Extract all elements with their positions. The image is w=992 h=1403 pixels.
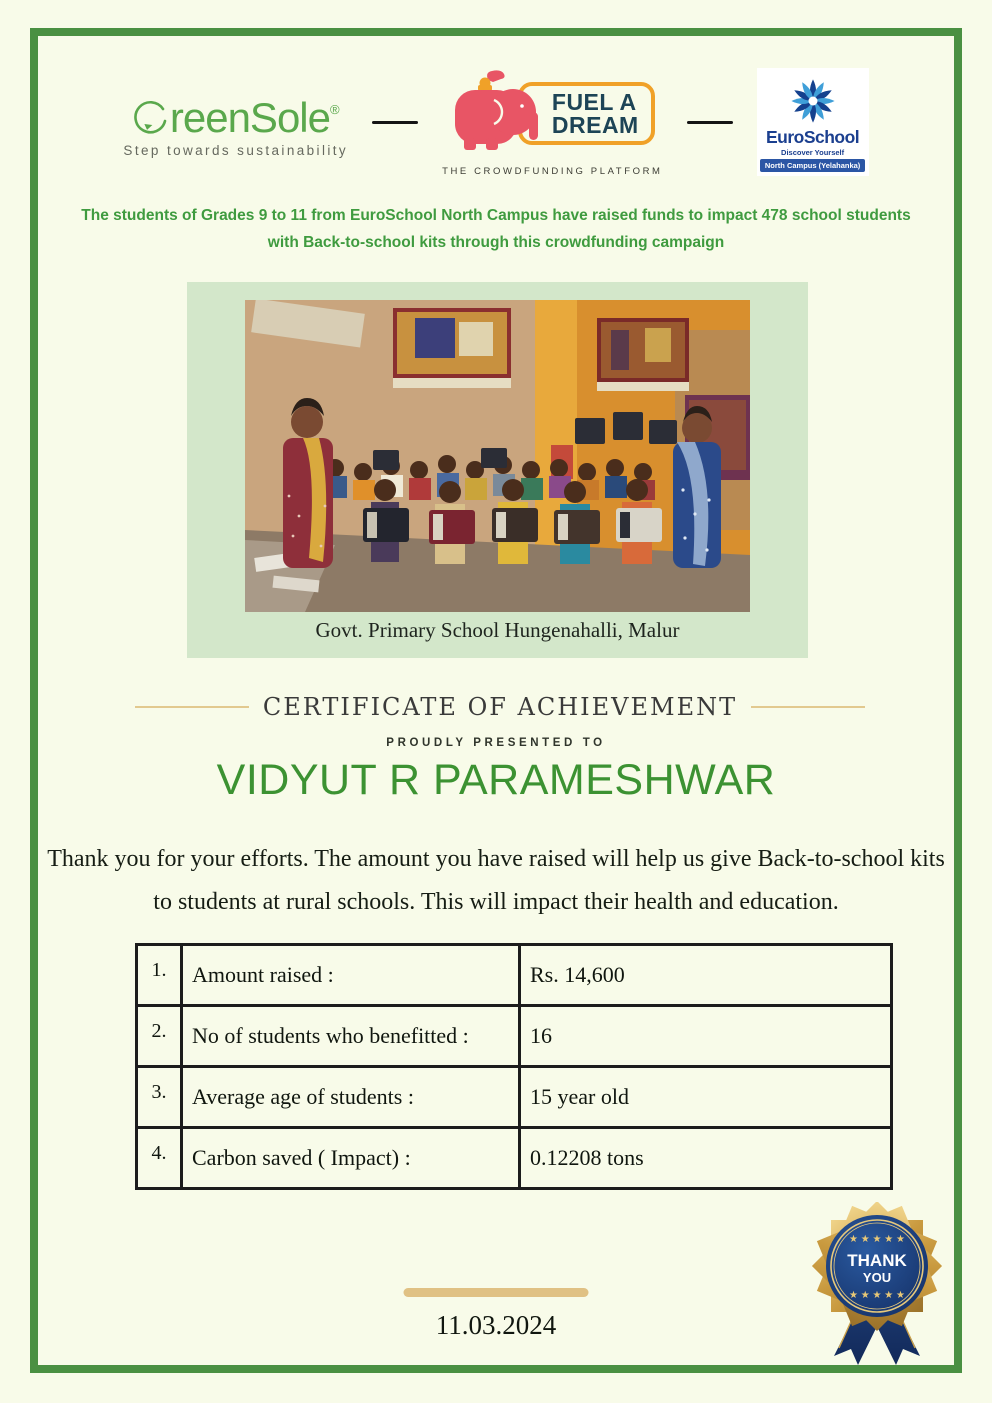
greensole-wordmark	[132, 93, 340, 141]
greensole-tagline: Step towards sustainability	[123, 142, 349, 158]
euroschool-tagline: Discover Yourself	[781, 148, 845, 158]
greensole-name: reenSole	[169, 93, 330, 141]
registered-trademark: ®	[330, 101, 340, 117]
campaign-statement: The students of Grades 9 to 11 from EuroSchool North Campus have raised funds to impact 478 school students with Back-to-school kits through this crowdfunding campaign	[81, 207, 911, 252]
row-label: No of students who benefitted :	[182, 1006, 520, 1067]
euroschool-campus-badge: North Campus (Yelahanka)	[760, 159, 865, 172]
fueladream-line2: DREAM	[551, 111, 639, 138]
badge-stars-bottom: ★ ★ ★ ★ ★	[849, 1290, 905, 1301]
impact-table	[135, 943, 893, 1190]
row-number: 1.	[137, 945, 182, 1006]
table-row	[137, 1067, 892, 1128]
certificate-date: 11.03.2024	[435, 1310, 557, 1340]
certificate-heading-row	[135, 693, 865, 721]
table-row	[137, 1006, 892, 1067]
photo-caption: Govt. Primary School Hungenahalli, Malur	[315, 618, 680, 642]
row-label: Carbon saved ( Impact) :	[182, 1128, 520, 1189]
badge-line2: YOU	[862, 1270, 892, 1285]
thank-you-badge	[806, 1202, 948, 1370]
presented-to-label: PROUDLY PRESENTED TO	[386, 737, 606, 749]
row-label: Amount raised :	[182, 945, 520, 1006]
greensole-logo	[123, 93, 349, 158]
gold-divider-left	[135, 706, 249, 708]
certificate-heading: CERTIFICATE OF ACHIEVEMENT	[262, 693, 738, 721]
thank-you-message: Thank you for your efforts. The amount you have raised will help us give Back-to-school kits to students at rural schools. This will impact their health and education.	[47, 846, 945, 916]
fueladream-tagline: THE CROWDFUNDING PLATFORM	[442, 165, 663, 177]
euroschool-name: EuroSchool	[765, 126, 860, 147]
row-number: 3.	[137, 1067, 182, 1128]
fueladream-logo	[442, 68, 663, 177]
greensole-circle-arrow-icon	[132, 99, 170, 139]
row-value: 16	[520, 1006, 892, 1067]
row-value: 15 year old	[520, 1067, 892, 1128]
row-number: 2.	[137, 1006, 182, 1067]
badge-line1: THANK	[847, 1251, 907, 1270]
row-value: 0.12208 tons	[520, 1128, 892, 1189]
row-value: Rs. 14,600	[520, 945, 892, 1006]
date-underline-bar	[404, 1288, 589, 1297]
badge-stars-top: ★ ★ ★ ★ ★	[849, 1234, 905, 1245]
table-row	[137, 1128, 892, 1189]
logo-separator-dash	[372, 121, 418, 124]
euroschool-logo	[757, 68, 869, 176]
school-photo	[245, 300, 750, 612]
logo-separator-dash	[687, 121, 733, 124]
fueladream-line1: FUEL A	[551, 88, 637, 115]
logo-row	[0, 62, 992, 182]
recipient-name: VIDYUT R PARAMESHWAR	[216, 756, 776, 804]
row-label: Average age of students :	[182, 1067, 520, 1128]
table-row	[137, 945, 892, 1006]
photo-panel	[187, 282, 808, 658]
elephant-piggybank-icon	[450, 68, 542, 160]
row-number: 4.	[137, 1128, 182, 1189]
gold-divider-right	[751, 706, 865, 708]
euroschool-starburst-icon	[786, 74, 840, 128]
